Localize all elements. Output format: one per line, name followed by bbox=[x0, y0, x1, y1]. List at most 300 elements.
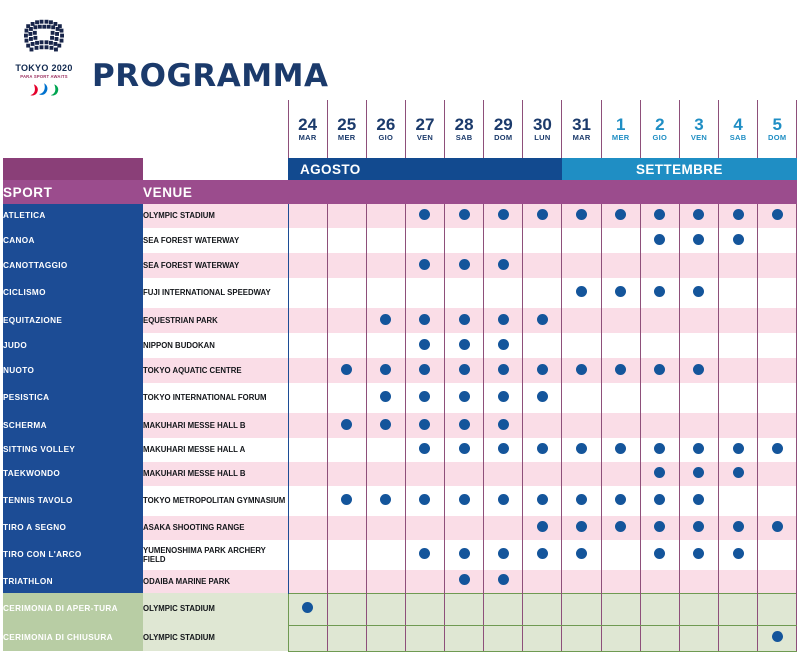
empty-day-cell bbox=[445, 462, 484, 486]
empty-day-cell bbox=[288, 462, 327, 486]
event-dot-icon bbox=[498, 443, 509, 454]
empty-day-cell bbox=[679, 308, 718, 333]
event-dot-icon bbox=[693, 286, 704, 297]
event-dot-icon bbox=[498, 364, 509, 375]
event-dot-icon bbox=[380, 314, 391, 325]
empty-day-cell bbox=[327, 333, 366, 358]
date-number: 4 bbox=[733, 114, 743, 134]
event-dot-cell bbox=[640, 204, 679, 228]
event-dot-icon bbox=[459, 314, 470, 325]
event-dot-icon bbox=[693, 548, 704, 559]
event-dot-icon bbox=[459, 391, 470, 402]
event-dot-cell bbox=[758, 438, 797, 462]
event-dot-cell bbox=[758, 625, 797, 651]
venue-cell: NIPPON BUDOKAN bbox=[143, 333, 288, 358]
event-dot-cell bbox=[719, 228, 758, 253]
empty-day-cell bbox=[719, 413, 758, 438]
date-weekday: GIO bbox=[652, 133, 668, 143]
event-dot-icon bbox=[498, 339, 509, 350]
sport-cell: NUOTO bbox=[3, 358, 143, 383]
empty-day-cell bbox=[562, 570, 601, 593]
event-dot-icon bbox=[419, 443, 430, 454]
empty-day-cell bbox=[405, 516, 444, 540]
empty-day-cell bbox=[601, 540, 640, 570]
empty-day-cell bbox=[562, 593, 601, 625]
event-dot-cell bbox=[288, 593, 327, 625]
date-weekday: DOM bbox=[494, 133, 513, 143]
event-dot-icon bbox=[693, 209, 704, 220]
event-dot-cell bbox=[523, 486, 562, 516]
empty-day-cell bbox=[719, 570, 758, 593]
event-dot-icon bbox=[576, 521, 587, 532]
event-dot-cell bbox=[719, 204, 758, 228]
empty-day-cell bbox=[719, 625, 758, 651]
empty-day-cell bbox=[758, 413, 797, 438]
event-dot-cell bbox=[445, 308, 484, 333]
empty-day-cell bbox=[601, 308, 640, 333]
date-weekday: MER bbox=[337, 133, 356, 143]
logo-tagline: PARA SPORT AWAITS bbox=[20, 74, 68, 79]
sport-cell: CICLISMO bbox=[3, 278, 143, 308]
empty-day-cell bbox=[562, 625, 601, 651]
event-dot-icon bbox=[615, 494, 626, 505]
event-dot-cell bbox=[405, 204, 444, 228]
empty-day-cell bbox=[758, 278, 797, 308]
empty-day-cell bbox=[288, 540, 327, 570]
event-dot-cell bbox=[562, 358, 601, 383]
event-dot-cell bbox=[366, 383, 405, 413]
event-dot-icon bbox=[459, 339, 470, 350]
event-dot-cell bbox=[523, 204, 562, 228]
table-row bbox=[3, 333, 797, 358]
event-dot-icon bbox=[576, 286, 587, 297]
column-header-row bbox=[3, 180, 797, 204]
event-dot-cell bbox=[523, 383, 562, 413]
event-dot-icon bbox=[537, 548, 548, 559]
event-dot-icon bbox=[537, 314, 548, 325]
event-dot-cell bbox=[640, 462, 679, 486]
event-dot-icon bbox=[693, 467, 704, 478]
event-dot-cell bbox=[601, 278, 640, 308]
empty-day-cell bbox=[719, 308, 758, 333]
event-dot-cell bbox=[601, 438, 640, 462]
date-header-28-sab bbox=[445, 100, 484, 158]
event-dot-cell bbox=[327, 358, 366, 383]
event-dot-icon bbox=[537, 494, 548, 505]
venue-cell: OLYMPIC STADIUM bbox=[143, 625, 288, 651]
date-header-29-dom bbox=[484, 100, 523, 158]
empty-day-cell bbox=[679, 383, 718, 413]
date-header-row bbox=[3, 100, 797, 158]
event-dot-icon bbox=[654, 443, 665, 454]
venue-cell: ODAIBA MARINE PARK bbox=[143, 570, 288, 593]
table-row bbox=[3, 540, 797, 570]
emblem-ring-icon bbox=[16, 12, 72, 62]
event-dot-icon bbox=[498, 314, 509, 325]
empty-day-cell bbox=[484, 462, 523, 486]
empty-day-cell bbox=[366, 438, 405, 462]
date-weekday: VEN bbox=[690, 133, 708, 143]
event-dot-cell bbox=[523, 358, 562, 383]
event-dot-cell bbox=[405, 308, 444, 333]
event-dot-cell bbox=[445, 540, 484, 570]
date-header-5-dom bbox=[758, 100, 797, 158]
event-dot-icon bbox=[693, 443, 704, 454]
empty-day-cell bbox=[523, 625, 562, 651]
empty-day-cell bbox=[327, 625, 366, 651]
event-dot-icon bbox=[380, 494, 391, 505]
empty-day-cell bbox=[719, 333, 758, 358]
event-dot-icon bbox=[615, 364, 626, 375]
empty-day-cell bbox=[288, 516, 327, 540]
event-dot-icon bbox=[419, 209, 430, 220]
event-dot-cell bbox=[719, 516, 758, 540]
empty-day-cell bbox=[484, 228, 523, 253]
event-dot-icon bbox=[654, 209, 665, 220]
table-row bbox=[3, 413, 797, 438]
empty-day-cell bbox=[523, 278, 562, 308]
table-row bbox=[3, 570, 797, 593]
empty-day-cell bbox=[601, 253, 640, 278]
event-dot-cell bbox=[758, 516, 797, 540]
empty-day-cell bbox=[366, 253, 405, 278]
event-dot-cell bbox=[445, 204, 484, 228]
date-number: 26 bbox=[376, 114, 396, 134]
empty-day-cell bbox=[562, 462, 601, 486]
date-header-25-mer bbox=[327, 100, 366, 158]
event-dot-icon bbox=[576, 364, 587, 375]
event-dot-cell bbox=[640, 438, 679, 462]
empty-day-cell bbox=[288, 253, 327, 278]
event-dot-icon bbox=[772, 209, 783, 220]
date-header-31-mar bbox=[562, 100, 601, 158]
empty-day-cell bbox=[679, 593, 718, 625]
empty-day-cell bbox=[719, 593, 758, 625]
empty-day-cell bbox=[640, 383, 679, 413]
event-dot-icon bbox=[380, 419, 391, 430]
event-dot-cell bbox=[640, 516, 679, 540]
month-band-agosto: AGOSTO bbox=[288, 158, 562, 180]
table-row bbox=[3, 228, 797, 253]
empty-day-cell bbox=[445, 516, 484, 540]
event-dot-cell bbox=[601, 204, 640, 228]
event-dot-icon bbox=[654, 521, 665, 532]
empty-day-cell bbox=[288, 278, 327, 308]
event-dot-icon bbox=[654, 548, 665, 559]
empty-day-cell bbox=[758, 462, 797, 486]
empty-day-cell bbox=[679, 625, 718, 651]
event-dot-icon bbox=[654, 286, 665, 297]
table-header bbox=[3, 100, 797, 204]
empty-day-cell bbox=[405, 462, 444, 486]
event-dot-cell bbox=[366, 486, 405, 516]
event-dot-icon bbox=[654, 467, 665, 478]
empty-day-cell bbox=[327, 383, 366, 413]
event-dot-icon bbox=[302, 602, 313, 613]
empty-day-cell bbox=[327, 570, 366, 593]
empty-day-cell bbox=[366, 570, 405, 593]
sport-cell: TIRO A SEGNO bbox=[3, 516, 143, 540]
event-dot-cell bbox=[758, 204, 797, 228]
event-dot-icon bbox=[380, 391, 391, 402]
event-dot-icon bbox=[615, 286, 626, 297]
event-dot-icon bbox=[459, 443, 470, 454]
empty-day-cell bbox=[366, 228, 405, 253]
empty-day-cell bbox=[679, 570, 718, 593]
event-dot-cell bbox=[405, 333, 444, 358]
table-row bbox=[3, 593, 797, 625]
page-title: PROGRAMMA bbox=[92, 58, 329, 94]
empty-day-cell bbox=[288, 625, 327, 651]
empty-day-cell bbox=[601, 413, 640, 438]
empty-day-cell bbox=[562, 413, 601, 438]
date-number: 5 bbox=[772, 114, 782, 134]
date-number: 2 bbox=[655, 114, 665, 134]
sport-cell: TRIATHLON bbox=[3, 570, 143, 593]
event-dot-cell bbox=[405, 438, 444, 462]
venue-cell: EQUESTRIAN PARK bbox=[143, 308, 288, 333]
venue-cell: SEA FOREST WATERWAY bbox=[143, 253, 288, 278]
event-dot-icon bbox=[772, 443, 783, 454]
empty-day-cell bbox=[562, 253, 601, 278]
sport-cell: SITTING VOLLEY bbox=[3, 438, 143, 462]
venue-cell: TOKYO AQUATIC CENTRE bbox=[143, 358, 288, 383]
event-dot-icon bbox=[498, 419, 509, 430]
empty-day-cell bbox=[758, 333, 797, 358]
event-dot-cell bbox=[601, 516, 640, 540]
event-dot-cell bbox=[484, 253, 523, 278]
table-row bbox=[3, 486, 797, 516]
event-dot-icon bbox=[693, 234, 704, 245]
empty-day-cell bbox=[288, 438, 327, 462]
date-header-1-mer bbox=[601, 100, 640, 158]
event-dot-cell bbox=[484, 438, 523, 462]
event-dot-icon bbox=[459, 364, 470, 375]
page-header bbox=[0, 0, 800, 100]
month-band-row bbox=[3, 158, 797, 180]
sport-cell: TENNIS TAVOLO bbox=[3, 486, 143, 516]
event-dot-cell bbox=[679, 228, 718, 253]
event-dot-cell bbox=[366, 413, 405, 438]
logo-wordmark: TOKYO 2020 bbox=[15, 63, 73, 73]
event-dot-cell bbox=[679, 438, 718, 462]
event-dot-icon bbox=[576, 494, 587, 505]
empty-day-cell bbox=[327, 540, 366, 570]
empty-day-cell bbox=[327, 462, 366, 486]
event-dot-cell bbox=[523, 540, 562, 570]
event-dot-cell bbox=[405, 540, 444, 570]
event-dot-icon bbox=[615, 443, 626, 454]
month-band-settembre: SETTEMBRE bbox=[562, 158, 797, 180]
date-number: 3 bbox=[694, 114, 704, 134]
event-dot-cell bbox=[327, 486, 366, 516]
event-dot-icon bbox=[537, 391, 548, 402]
event-dot-cell bbox=[640, 486, 679, 516]
column-header-days-spacer bbox=[288, 180, 797, 204]
empty-day-cell bbox=[445, 228, 484, 253]
event-dot-icon bbox=[733, 548, 744, 559]
event-dot-icon bbox=[341, 494, 352, 505]
event-dot-cell bbox=[366, 308, 405, 333]
empty-day-cell bbox=[601, 462, 640, 486]
schedule-table bbox=[3, 100, 797, 652]
event-dot-cell bbox=[523, 308, 562, 333]
empty-day-cell bbox=[366, 540, 405, 570]
empty-day-cell bbox=[523, 570, 562, 593]
date-number: 30 bbox=[532, 114, 552, 134]
sport-cell: CANOA bbox=[3, 228, 143, 253]
empty-day-cell bbox=[445, 593, 484, 625]
empty-day-cell bbox=[562, 383, 601, 413]
empty-day-cell bbox=[366, 516, 405, 540]
empty-day-cell bbox=[327, 308, 366, 333]
event-dot-icon bbox=[498, 209, 509, 220]
event-dot-icon bbox=[498, 548, 509, 559]
event-dot-icon bbox=[576, 443, 587, 454]
venue-cell: SEA FOREST WATERWAY bbox=[143, 228, 288, 253]
event-dot-icon bbox=[576, 548, 587, 559]
event-dot-icon bbox=[341, 419, 352, 430]
month-band-spacer-sport bbox=[3, 158, 143, 180]
empty-day-cell bbox=[405, 228, 444, 253]
header-spacer-sport bbox=[3, 100, 143, 158]
empty-day-cell bbox=[758, 570, 797, 593]
empty-day-cell bbox=[523, 228, 562, 253]
empty-day-cell bbox=[758, 358, 797, 383]
event-dot-icon bbox=[341, 364, 352, 375]
empty-day-cell bbox=[288, 204, 327, 228]
empty-day-cell bbox=[758, 593, 797, 625]
event-dot-cell bbox=[445, 253, 484, 278]
empty-day-cell bbox=[640, 253, 679, 278]
empty-day-cell bbox=[327, 278, 366, 308]
event-dot-icon bbox=[498, 574, 509, 585]
table-row bbox=[3, 253, 797, 278]
event-dot-icon bbox=[419, 548, 430, 559]
empty-day-cell bbox=[366, 204, 405, 228]
empty-day-cell bbox=[601, 333, 640, 358]
event-dot-cell bbox=[640, 228, 679, 253]
empty-day-cell bbox=[366, 462, 405, 486]
table-row bbox=[3, 438, 797, 462]
date-number: 25 bbox=[337, 114, 357, 134]
event-dot-icon bbox=[537, 443, 548, 454]
date-weekday: GIO bbox=[378, 133, 394, 143]
venue-cell: MAKUHARI MESSE HALL B bbox=[143, 462, 288, 486]
sport-cell: JUDO bbox=[3, 333, 143, 358]
venue-cell: TOKYO METROPOLITAN GYMNASIUM bbox=[143, 486, 288, 516]
agitos-icon bbox=[27, 82, 61, 98]
event-dot-icon bbox=[419, 314, 430, 325]
event-dot-cell bbox=[679, 462, 718, 486]
event-dot-cell bbox=[366, 358, 405, 383]
venue-cell: OLYMPIC STADIUM bbox=[143, 593, 288, 625]
venue-cell: FUJI INTERNATIONAL SPEEDWAY bbox=[143, 278, 288, 308]
sport-cell: PESISTICA bbox=[3, 383, 143, 413]
event-dot-cell bbox=[679, 204, 718, 228]
event-dot-icon bbox=[419, 339, 430, 350]
event-dot-cell bbox=[484, 383, 523, 413]
event-dot-cell bbox=[562, 516, 601, 540]
event-dot-icon bbox=[419, 419, 430, 430]
empty-day-cell bbox=[288, 228, 327, 253]
event-dot-icon bbox=[459, 419, 470, 430]
date-weekday: MAR bbox=[572, 133, 591, 143]
event-dot-cell bbox=[679, 278, 718, 308]
date-weekday: SAB bbox=[455, 133, 473, 143]
table-row bbox=[3, 308, 797, 333]
empty-day-cell bbox=[405, 278, 444, 308]
empty-day-cell bbox=[327, 593, 366, 625]
event-dot-cell bbox=[640, 358, 679, 383]
event-dot-icon bbox=[576, 209, 587, 220]
event-dot-cell bbox=[523, 438, 562, 462]
table-row bbox=[3, 204, 797, 228]
event-dot-icon bbox=[459, 574, 470, 585]
empty-day-cell bbox=[366, 278, 405, 308]
event-dot-icon bbox=[733, 467, 744, 478]
empty-day-cell bbox=[758, 253, 797, 278]
empty-day-cell bbox=[719, 358, 758, 383]
date-number: 24 bbox=[298, 114, 318, 134]
empty-day-cell bbox=[405, 570, 444, 593]
table-row bbox=[3, 516, 797, 540]
empty-day-cell bbox=[601, 228, 640, 253]
event-dot-cell bbox=[679, 358, 718, 383]
date-header-24-mar bbox=[288, 100, 327, 158]
event-dot-cell bbox=[562, 278, 601, 308]
sport-cell: CANOTTAGGIO bbox=[3, 253, 143, 278]
event-dot-cell bbox=[484, 570, 523, 593]
empty-day-cell bbox=[288, 413, 327, 438]
event-dot-icon bbox=[733, 234, 744, 245]
event-dot-icon bbox=[459, 259, 470, 270]
event-dot-icon bbox=[733, 443, 744, 454]
event-dot-icon bbox=[380, 364, 391, 375]
venue-cell: OLYMPIC STADIUM bbox=[143, 204, 288, 228]
event-dot-cell bbox=[405, 253, 444, 278]
empty-day-cell bbox=[327, 438, 366, 462]
event-dot-cell bbox=[719, 462, 758, 486]
event-dot-cell bbox=[601, 486, 640, 516]
event-dot-icon bbox=[459, 548, 470, 559]
empty-day-cell bbox=[601, 570, 640, 593]
empty-day-cell bbox=[288, 333, 327, 358]
empty-day-cell bbox=[523, 593, 562, 625]
empty-day-cell bbox=[288, 486, 327, 516]
event-dot-icon bbox=[498, 259, 509, 270]
event-dot-cell bbox=[719, 540, 758, 570]
table-row bbox=[3, 278, 797, 308]
empty-day-cell bbox=[758, 308, 797, 333]
event-dot-cell bbox=[679, 516, 718, 540]
date-weekday: SAB bbox=[729, 133, 747, 143]
empty-day-cell bbox=[484, 625, 523, 651]
empty-day-cell bbox=[719, 253, 758, 278]
date-number: 27 bbox=[415, 114, 435, 134]
empty-day-cell bbox=[523, 462, 562, 486]
empty-day-cell bbox=[679, 333, 718, 358]
empty-day-cell bbox=[601, 625, 640, 651]
empty-day-cell bbox=[288, 570, 327, 593]
date-header-26-gio bbox=[366, 100, 405, 158]
empty-day-cell bbox=[484, 278, 523, 308]
event-dot-icon bbox=[693, 494, 704, 505]
table-row bbox=[3, 383, 797, 413]
date-header-27-ven bbox=[405, 100, 444, 158]
empty-day-cell bbox=[640, 570, 679, 593]
empty-day-cell bbox=[523, 253, 562, 278]
